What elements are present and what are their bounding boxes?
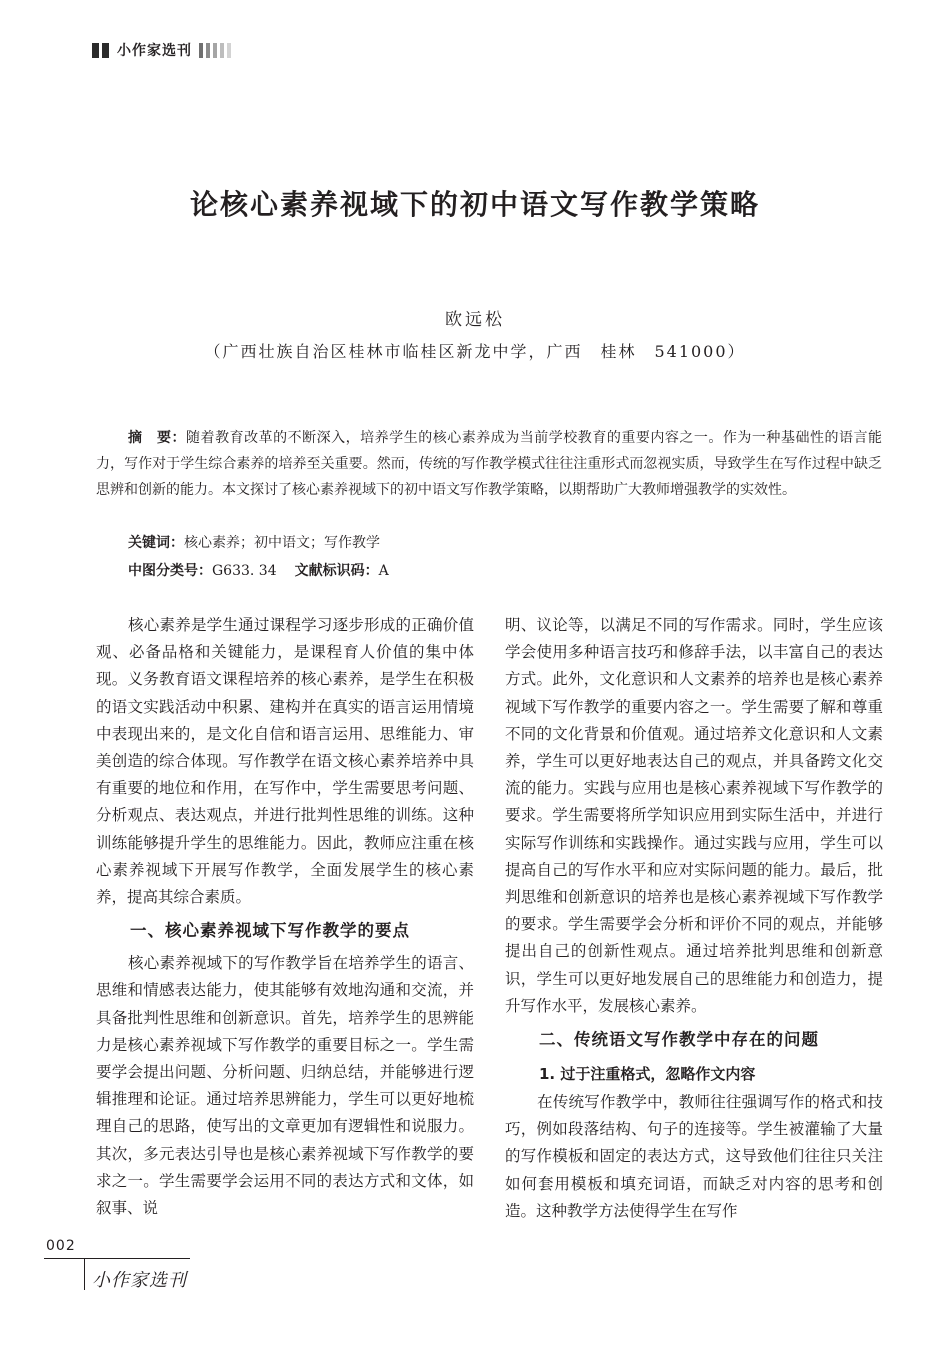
left-column bbox=[96, 612, 474, 1222]
abstract-text: 随着教育改革的不断深入，培养学生的核心素养成为当前学校教育的重要内容之一。作为一种基础性的语言能力，写作对于学生综合素养的培养至关重要。然而，传统的写作教学模式往往注重形式而忽视实质，导致学生在写作过程中缺乏思辨和创新的能力。本文探讨了核心素养视域下的初中语文写作教学策略，以期帮助广大教师增强教学的实效性。 bbox=[96, 430, 883, 498]
keywords-text: 核心素养；初中语文；写作教学 bbox=[184, 535, 380, 551]
abstract-label: 摘 要： bbox=[128, 430, 187, 446]
keywords-label: 关键词： bbox=[128, 535, 184, 551]
subsection-heading: 1. 过于注重格式，忽略作文内容 bbox=[539, 1065, 756, 1084]
running-head bbox=[92, 40, 234, 60]
right-column bbox=[505, 612, 883, 1225]
body-paragraph: 核心素养是学生通过课程学习逐步形成的正确价值观、必备品格和关键能力，是课程育人价值的集中体现。义务教育语文课程培养的核心素养，是学生在积极的语文实践活动中积累、建构并在真实的语言运用情境中表现出来的，是文化自信和语言运用、思维能力、审美创造的综合体现。写作教学在语文核心素养培养中具有重要的地位和作用，在写作中，学生需要思考问题、分析观点、表达观点，并进行批判性思维的训练。这种训练能够提升学生的思维能力。因此，教师应注重在核心素养视域下开展写作教学，全面发展学生的核心素养，提高其综合素质。 bbox=[96, 616, 474, 907]
article-title: 论核心素养视域下的初中语文写作教学策略 bbox=[189, 188, 760, 221]
classification-line bbox=[128, 561, 389, 581]
body-paragraph: 核心素养视域下的写作教学旨在培养学生的语言、思维和情感表达能力，使其能够有效地沟通和交流，并具备批判性思维和创新意识。首先，培养学生的思辨能力是核心素养视域下写作教学的重要目标之一。学生需要学会提出问题、分析问题、归纳总结，并能够进行逻辑推理和论证。通过培养思辨能力，学生可以更好地梳理自己的思路，使写出的文章更加有逻辑性和说服力。其次，多元表达引导也是核心素养视域下写作教学的要求之一。学生需要学会运用不同的表达方式和文体，如叙事、说 bbox=[96, 954, 474, 1218]
author-name: 欧远松 bbox=[445, 310, 505, 330]
journal-name: 小作家选刊 bbox=[117, 43, 192, 59]
header-block-mark bbox=[92, 43, 99, 58]
body-paragraph-continued: 明、议论等，以满足不同的写作需求。同时，学生应该学会使用多种语言技巧和修辞手法，以丰富自己的表达方式。此外，文化意识和人文素养的培养也是核心素养视域下写作教学的重要内容之一。学生需要了解和尊重不同的文化背景和价值观。通过培养文化意识和人文素养，学生可以更好地表达自己的观点，并具备跨文化交流的能力。实践与应用也是核心素养视域下写作教学的要求。学生需要将所学知识应用到实际生活中，并进行实际写作训练和实践操作。通过实践与应用，学生可以提高自己的写作水平和应对实际问题的能力。最后，批判思维和创新意识的培养也是核心素养视域下写作教学的要求。学生需要学会分析和评价不同的观点，并能够提出自己的创新性观点。通过培养批判思维和创新意识，学生可以更好地发展自己的思维能力和创造力，提升写作水平，发展核心素养。 bbox=[505, 616, 883, 1015]
doc-code-value: A bbox=[378, 563, 389, 579]
section-heading: 一、核心素养视域下写作教学的要点 bbox=[130, 921, 410, 941]
doc-code-label: 文献标识码： bbox=[294, 563, 379, 579]
keywords bbox=[128, 533, 380, 553]
author-affiliation: （广西壮族自治区桂林市临桂区新龙中学，广西 桂林 541000） bbox=[204, 342, 746, 361]
header-stripe-decoration bbox=[199, 43, 234, 58]
abstract bbox=[96, 425, 882, 503]
footer-vertical-rule bbox=[84, 1258, 85, 1290]
clc-value: G633. 34 bbox=[212, 563, 277, 579]
footer-rule bbox=[44, 1258, 190, 1259]
abstract-paragraph bbox=[96, 425, 882, 503]
clc-label: 中图分类号： bbox=[128, 563, 212, 579]
body-paragraph: 在传统写作教学中，教师往往强调写作的格式和技巧，例如段落结构、句子的连接等。学生被灌输了大量的写作模板和固定的表达方式，这导致他们往往只关注如何套用模板和填充词语，而缺乏对内容的思考和创造。这种教学方法使得学生在写作 bbox=[505, 1093, 883, 1220]
section-heading: 二、传统语文写作教学中存在的问题 bbox=[539, 1030, 819, 1050]
page-number: 002 bbox=[46, 1238, 76, 1254]
journal-logo: 小作家选刊 bbox=[92, 1270, 187, 1291]
header-block-mark bbox=[102, 43, 109, 58]
